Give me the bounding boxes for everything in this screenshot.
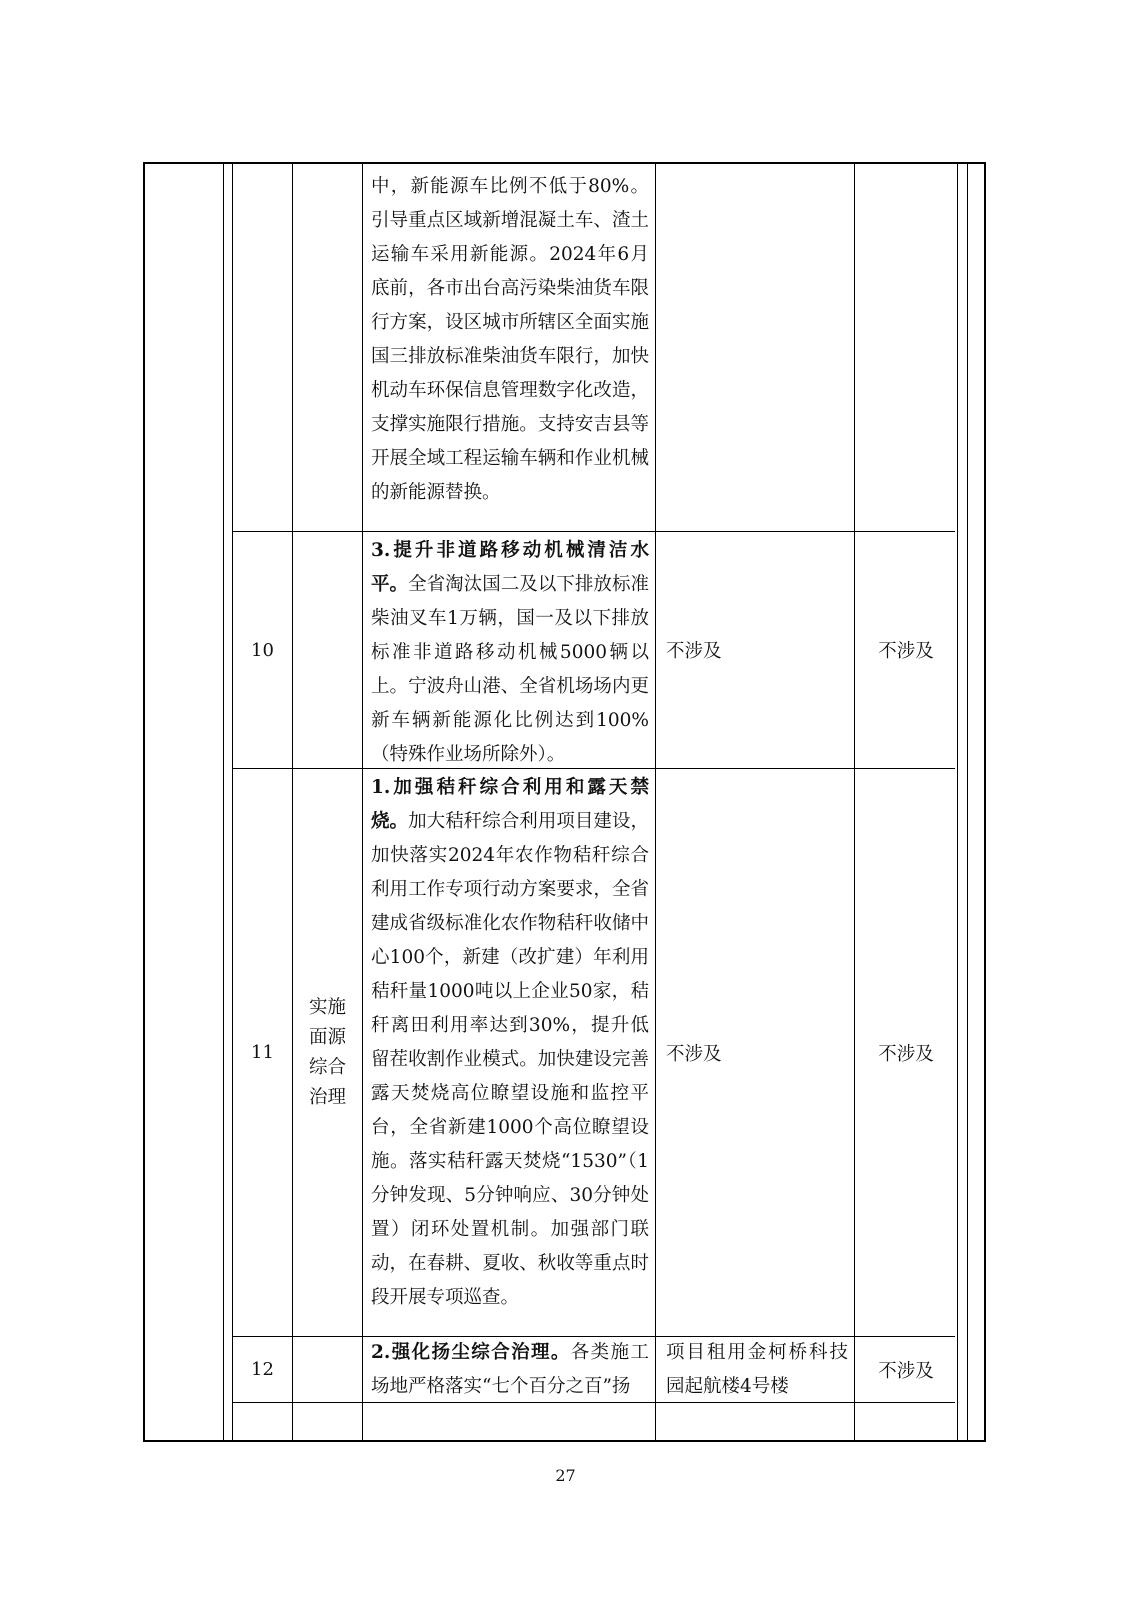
- category-text: 实施面源综合治理: [308, 996, 346, 1108]
- col4-text: 项目租用金柯桥科技园起航楼4号楼: [666, 1342, 848, 1397]
- row-number: [233, 532, 292, 768]
- col5-text: 不涉及: [878, 641, 934, 662]
- table-cell-col4: [656, 532, 854, 768]
- row-number: [233, 769, 292, 1336]
- col4-text: 不涉及: [666, 641, 722, 662]
- row-number-text: 11: [251, 1042, 274, 1063]
- content-text: 各类施工场地严格落实“七个百分之百”扬: [371, 1342, 649, 1397]
- table-cell-col5: [855, 1337, 957, 1402]
- row-number: [233, 1337, 292, 1402]
- row-number-text: 10: [251, 639, 274, 661]
- content-text: 加大秸秆综合利用项目建设，加快落实2024年农作物秸秆综合利用工作专项行动方案要求，全省建成省级标准化农作物秸秆收储中心100个，新建（改扩建）年利用秸秆量1000吨以上企业50家，秸秆离田利用率达到30%，提升低留茬收割作业模式。加快建设完善露天焚烧高位瞭望设施和监控平台，全省新建1000个高位瞭望设施。落实秸秆露天焚烧“1530”（1分钟发现、5分钟响应、30分钟处置）闭环处置机制。加强部门联动，在春耕、夏收、秋收等重点时段开展专项巡查。: [371, 811, 649, 1308]
- table-cell-col4: [656, 769, 854, 1336]
- table-cell-content: [363, 534, 655, 768]
- content-heading: 2.强化扬尘综合治理。: [371, 1342, 571, 1363]
- row-number-text: 12: [251, 1359, 274, 1380]
- col4-text: 不涉及: [666, 1043, 722, 1065]
- content-heading: 1.加强秸秆综合利用和露天禁烧。: [371, 777, 649, 832]
- table-cell-content: [363, 170, 655, 530]
- col5-text: 不涉及: [878, 1360, 934, 1382]
- content-heading: 3.提升非道路移动机械清洁水平。: [371, 540, 649, 595]
- table-cell-col5: [855, 769, 957, 1336]
- table-cell-content: [363, 771, 655, 1336]
- table-cell-col4: [656, 1336, 854, 1402]
- table-divider: [967, 164, 968, 1440]
- table-divider: [223, 164, 224, 1440]
- table-divider: [957, 164, 958, 1440]
- table-cell-col5: [855, 532, 957, 768]
- table-cell-content: [363, 1336, 655, 1402]
- category-cell: [293, 769, 362, 1336]
- page-number: 27: [555, 1466, 576, 1485]
- policy-table: [143, 162, 986, 1442]
- content-text: 全省淘汰国二及以下排放标准柴油叉车1万辆，国一及以下排放标准非道路移动机械5000辆以上。宁波舟山港、全省机场场内更新车辆新能源化比例达到100%（特殊作业场所除外）。: [371, 574, 649, 765]
- col5-text: 不涉及: [878, 1043, 934, 1065]
- content-text: 中，新能源车比例不低于80%。引导重点区域新增混凝土车、渣土运输车采用新能源。2024年6月底前，各市出台高污染柴油货车限行方案，设区城市所辖区全面实施国三排放标准柴油货车限行，加快机动车环保信息管理数字化改造，支撑实施限行措施。支持安吉县等开展全域工程运输车辆和作业机械的新能源替换。: [371, 176, 649, 503]
